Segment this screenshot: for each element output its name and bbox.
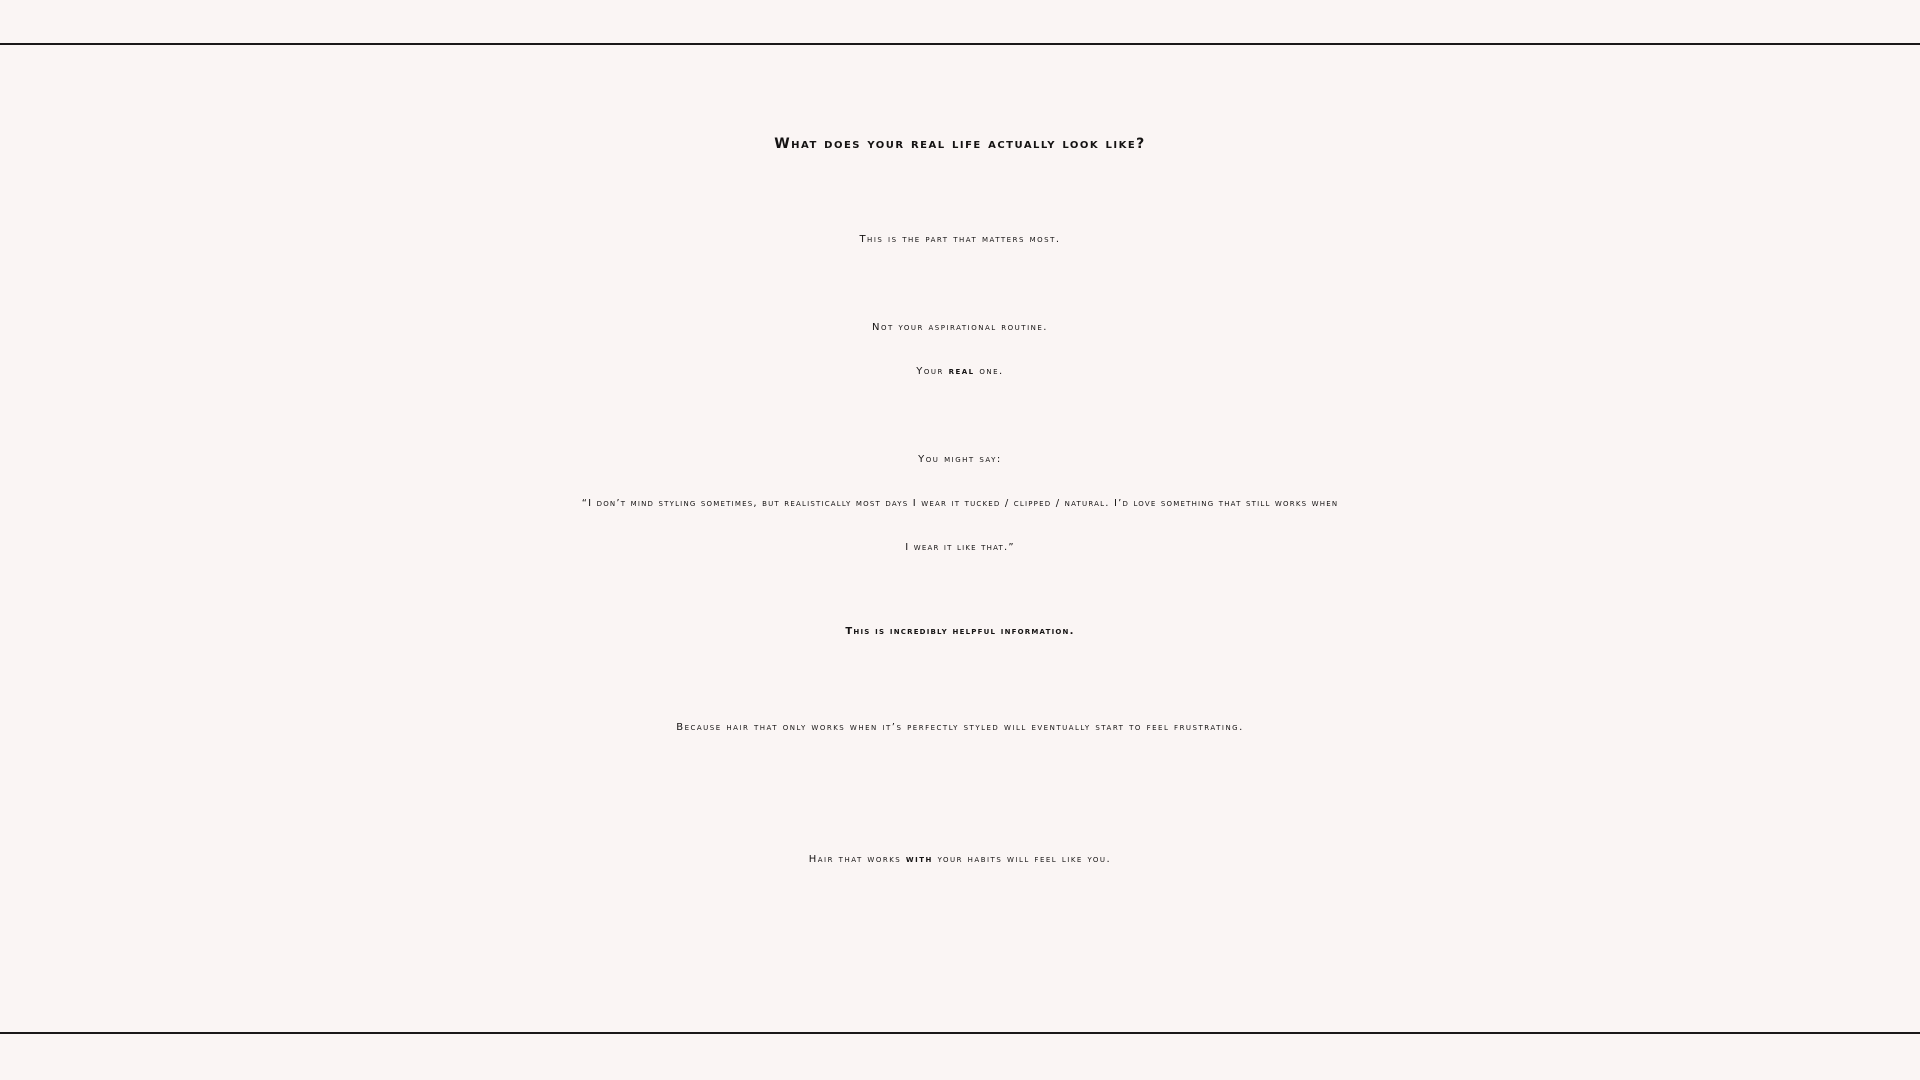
real-line-before: Your [916,366,949,377]
real-line-after: one. [974,366,1004,377]
page-title: What does your real life actually look like? [774,136,1146,152]
helpful-heading: This is incredibly helpful information. [845,626,1075,637]
quote-line-1: “I don’t mind styling sometimes, but realistically most days I wear it tucked / clipped / natural. I’d love something that still works when [581,498,1339,509]
article-content [0,44,1920,1032]
bottom-divider [0,1032,1920,1034]
might-say-label: You might say: [918,454,1002,465]
real-routine-text [0,366,1920,377]
closing-after: your habits will feel like you. [932,854,1112,865]
closing-emphasis: with [905,854,933,865]
closing-text [0,854,1920,865]
closing-before: Hair that works [808,854,906,865]
real-line-emphasis: real [948,366,975,377]
intro-text: This is the part that matters most. [859,234,1061,245]
quote-line-2: I wear it like that.” [905,542,1015,553]
because-text: Because hair that only works when it’s perfectly styled will eventually start to feel frustrating. [676,722,1244,733]
not-aspirational-text: Not your aspirational routine. [872,322,1048,333]
